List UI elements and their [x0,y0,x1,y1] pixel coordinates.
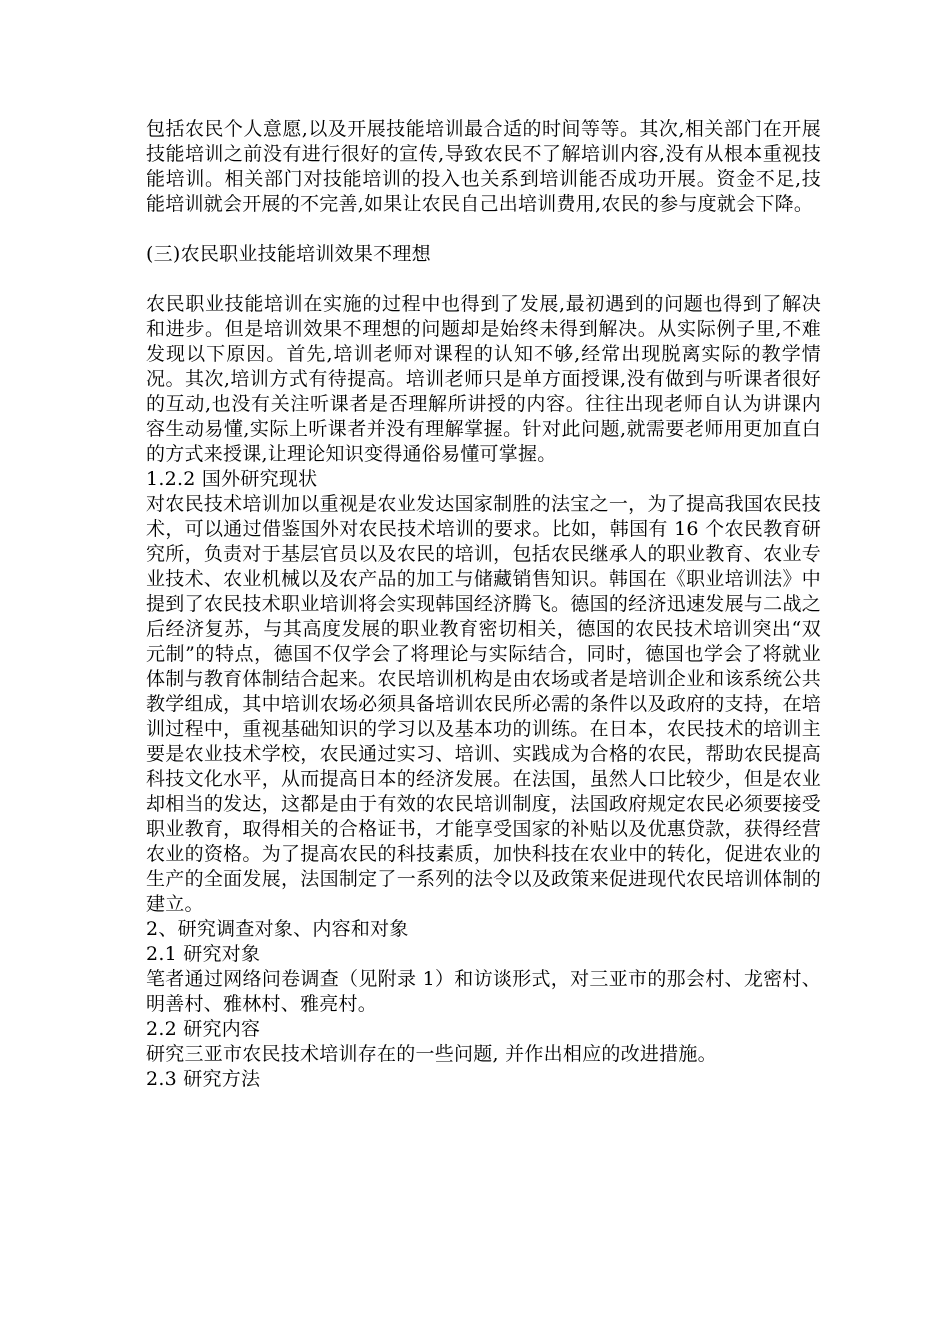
section-heading-effect: (三)农民职业技能培训效果不理想 [146,243,431,265]
paragraph-training-effect: 农民职业技能培训在实施的过程中也得到了发展,最初遇到的问题也得到了解决和进步。但是培训效果不理想的问题却是始终未得到解决。从实际例子里,不难发现以下原因。首先,培训老师对课程的认知不够,经常出现脱离实际的教学情况。其次,培训方式有待提高。培训老师只是单方面授课,没有做到与听课者很好的互动,也没有关注听课者是否理解所讲授的内容。往往出现老师自认为讲课内容生动易懂,实际上听课者并没有理解掌握。针对此问题,就需要老师用更加直白的方式来授课,让理论知识变得通俗易懂可掌握。 [146,293,821,465]
section-heading-foreign-research: 1.2.2 国外研究现状 [146,468,318,490]
blank-line [146,217,821,242]
section-heading-2-3: 2.3 研究方法 [146,1068,261,1090]
document-body [146,117,821,1092]
paragraph-research-content: 研究三亚市农民技术培训存在的一些问题, 并作出相应的改进措施。 [146,1043,717,1065]
paragraph-research-subjects: 笔者通过网络问卷调查（见附录 1）和访谈形式，对三亚市的那会村、龙密村、明善村、雅林村、雅亮村。 [146,968,821,1015]
blank-line [146,267,821,292]
section-heading-2-1: 2.1 研究对象 [146,943,261,965]
paragraph-training-issues: 包括农民个人意愿,以及开展技能培训最合适的时间等等。其次,相关部门在开展技能培训之前没有进行很好的宣传,导致农民不了解培训内容,没有从根本重视技能培训。相关部门对技能培训的投入也关系到培训能否成功开展。资金不足,技能培训就会开展的不完善,如果让农民自己出培训费用,农民的参与度就会下降。 [146,118,821,215]
section-heading-2-2: 2.2 研究内容 [146,1018,261,1040]
section-heading-research-object: 2、研究调查对象、内容和对象 [146,918,409,940]
paragraph-foreign-research: 对农民技术培训加以重视是农业发达国家制胜的法宝之一，为了提高我国农民技术，可以通过借鉴国外对农民技术培训的要求。比如，韩国有 16 个农民教育研究所，负责对于基层官员以及农民的培训，包括农民继承人的职业教育、农业专业技术、农业机械以及农产品的加工与储藏销售知识。韩国在《职业培训法》中提到了农民技术职业培训将会实现韩国经济腾飞。德国的经济迅速发展与二战之后经济复苏，与其高度发展的职业教育密切相关，德国的农民技术培训突出“双元制”的特点，德国不仅学会了将理论与实际结合，同时，德国也学会了将就业体制与教育体制结合起来。农民培训机构是由农场或者是培训企业和该系统公共教学组成，其中培训农场必须具备培训农民所必需的条件以及政府的支持，在培训过程中，重视基础知识的学习以及基本功的训练。在日本，农民技术的培训主要是农业技术学校，农民通过实习、培训、实践成为合格的农民，帮助农民提高科技文化水平，从而提高日本的经济发展。在法国，虽然人口比较少，但是农业却相当的发达，这都是由于有效的农民培训制度，法国政府规定农民必须要接受职业教育，取得相关的合格证书，才能享受国家的补贴以及优惠贷款，获得经营农业的资格。为了提高农民的科技素质，加快科技在农业中的转化，促进农业的生产的全面发展，法国制定了一系列的法令以及政策来促进现代农民培训体制的建立。 [146,493,821,915]
